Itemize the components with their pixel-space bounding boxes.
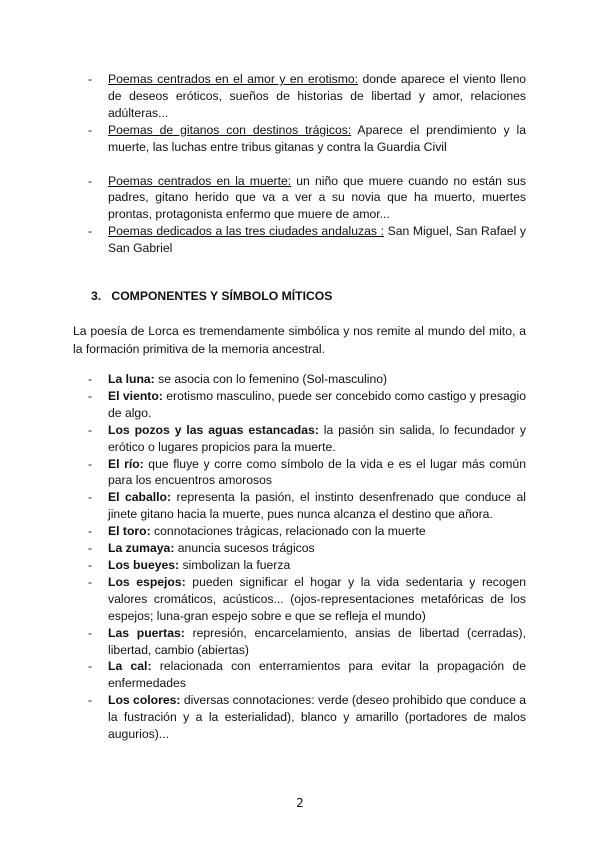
list-item [88,223,526,257]
item-title: Poemas dedicados a las tres ciudades andaluzas : [108,224,384,239]
symbol-text: que fluye y corre como símbolo de la vida e es el lugar más común para los encuentros amorosos [108,456,526,488]
symbol-term: La luna: [108,372,155,386]
poem-types-list [88,71,526,257]
item-text: Aparece el prendimiento y la muerte, las luchas entre tribus gitanas y contra la Guardia Civil [108,122,526,154]
item-title: Poemas centrados en la muerte: [108,173,292,188]
section-number: 3. [91,289,102,303]
list-item [88,692,526,743]
symbol-term: El río: [108,456,144,471]
list-item [88,173,526,224]
symbol-text: pueden significar el hogar y la vida sedentaria y recogen valores cromáticos, acústicos... (ojos-representaciones metafóricas de los espejos; luna-gran espejo sobre e que se refleja el mundo) [108,574,526,623]
symbol-text: connotaciones trágicas, relacionado con la muerte [150,524,426,539]
symbol-text: la pasión sin salida, lo fecundador y erótico o lugares propicios para la muerte. [108,422,527,454]
item-title: Poemas de gitanos con destinos trágicos: [108,122,352,137]
symbol-text: diversas connotaciones: verde (deseo prohibido que conduce a la fustración y a la esterialidad), blanco y amarillo (portadores de malos augurios)... [108,693,527,742]
symbol-term: Las puertas: [108,625,185,640]
symbol-term: El viento: [108,388,163,403]
item-text: un niño que muere cuando no están sus padres, gitano herido que va a ver a su novia que ha muerto, muertes prontas, protagonista enfermo que muere de amor... [108,173,527,222]
symbol-text: anuncia sucesos trágicos [174,541,315,556]
symbol-text: relacionada con enterramientos para evitar la propagación de enfermedades [108,659,526,691]
symbol-text: represión, encarcelamiento, ansias de libertad (cerradas), libertad, cambio (abiertas) [108,625,526,657]
list-item [88,388,526,422]
symbol-text: simbolizan la fuerza [179,557,291,572]
list-item [88,422,526,456]
list-item [88,456,526,490]
symbol-text: se asocia con lo femenino (Sol-masculino) [154,372,388,386]
symbol-term: Los espejos: [108,574,186,589]
symbol-term: El toro: [108,524,151,539]
page-number: 2 [296,796,304,810]
list-item [88,523,526,540]
symbol-term: Los pozos y las aguas estancadas: [108,422,319,437]
list-item [88,122,526,156]
list-item [88,574,526,625]
spacer [88,156,526,173]
symbol-text: erotismo masculino, puede ser concebido como castigo y presagio de algo. [108,388,526,420]
list-item [88,371,526,388]
section-title: COMPONENTES Y SÍMBOLO MÍTICOS [111,289,333,303]
symbol-term: La zumaya: [108,541,175,556]
symbol-term: Los colores: [108,693,181,708]
section-heading [91,289,332,303]
symbols-list [88,371,526,743]
list-item [88,489,526,523]
symbol-text: representa la pasión, el instinto desenfrenado que conduce al jinete gitano hacia la muerte, pues nunca alcanza el destino que añora. [108,490,526,522]
symbol-term: Los bueyes: [108,557,180,572]
list-item [88,625,526,659]
list-item [88,658,526,692]
symbol-term: El caballo: [108,490,172,505]
intro-paragraph: La poesía de Lorca es tremendamente simbólica y nos remite al mundo del mito, a la formación primitiva de la memoria ancestral. [73,324,526,356]
list-item [88,540,526,557]
item-title: Poemas centrados en el amor y en erotismo: [108,72,359,86]
item-text: San Miguel, San Rafael y San Gabriel [108,224,526,256]
list-item [88,557,526,574]
symbol-term: La cal: [108,659,152,674]
list-item [88,71,526,122]
item-text: donde aparece el viento lleno de deseos eróticos, sueños de historias de libertad y amor, relaciones adúlteras... [108,72,526,120]
